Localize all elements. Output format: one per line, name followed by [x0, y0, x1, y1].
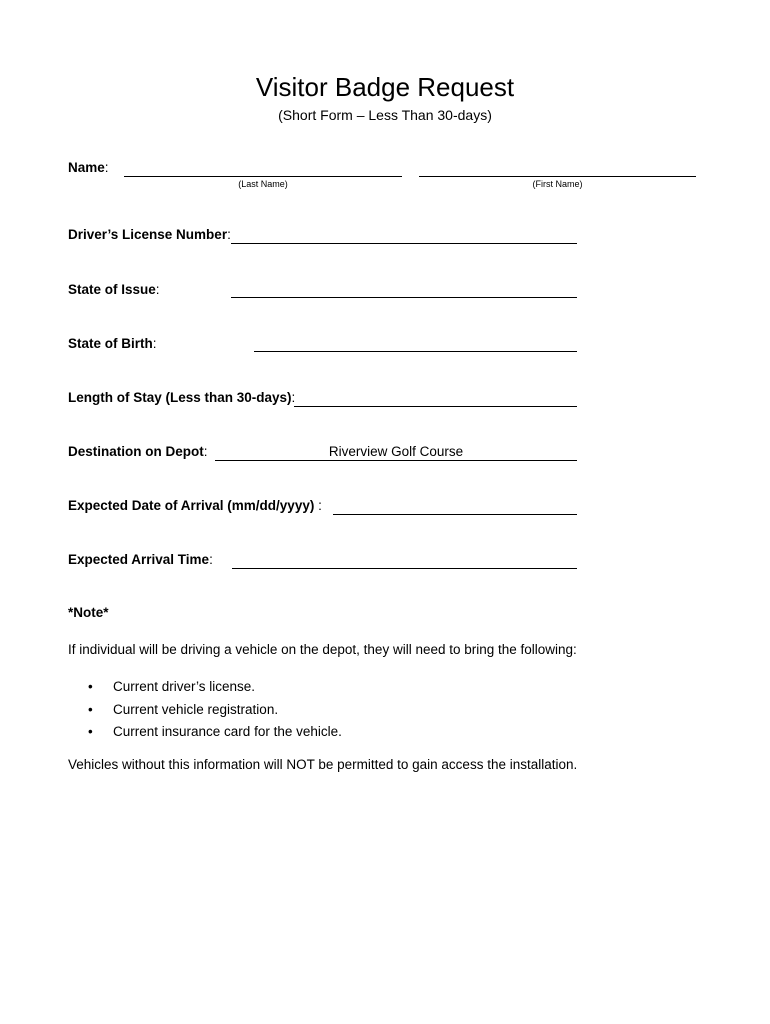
arrival-date-label: Expected Date of Arrival (mm/dd/yyyy) : [68, 498, 322, 513]
length-of-stay-label: Length of Stay (Less than 30-days): [68, 390, 296, 405]
arrival-time-field[interactable] [232, 568, 577, 569]
drivers-license-label: Driver’s License Number: [68, 227, 231, 242]
drivers-license-field[interactable] [231, 243, 577, 244]
list-item: • Current driver’s license. [88, 676, 342, 699]
list-item: • Current insurance card for the vehicle. [88, 721, 342, 744]
state-of-issue-label: State of Issue: [68, 282, 160, 297]
destination-value: Riverview Golf Course [328, 444, 464, 459]
note-intro: If individual will be driving a vehicle on the depot, they will need to bring the following: [68, 642, 577, 657]
first-name-field[interactable] [419, 176, 696, 177]
arrival-time-label: Expected Arrival Time: [68, 552, 213, 567]
state-of-issue-field[interactable] [231, 297, 577, 298]
bullet-icon: • [88, 679, 93, 694]
requirements-list [88, 676, 342, 744]
form-title: Visitor Badge Request [255, 72, 515, 102]
length-of-stay-field[interactable] [294, 406, 577, 407]
name-label: Name: [68, 160, 109, 175]
form-subtitle: (Short Form – Less Than 30-days) [278, 107, 492, 123]
arrival-date-field[interactable] [333, 514, 577, 515]
state-of-birth-field[interactable] [254, 351, 577, 352]
list-item: • Current vehicle registration. [88, 699, 342, 722]
destination-label: Destination on Depot: [68, 444, 208, 459]
bullet-icon: • [88, 724, 93, 739]
first-name-hint: (First Name) [532, 179, 583, 189]
note-heading: *Note* [68, 605, 109, 620]
note-closing: Vehicles without this information will NOT be permitted to gain access the installation. [68, 757, 578, 772]
last-name-field[interactable] [124, 176, 402, 177]
state-of-birth-label: State of Birth: [68, 336, 157, 351]
last-name-hint: (Last Name) [238, 179, 288, 189]
bullet-icon: • [88, 701, 93, 717]
